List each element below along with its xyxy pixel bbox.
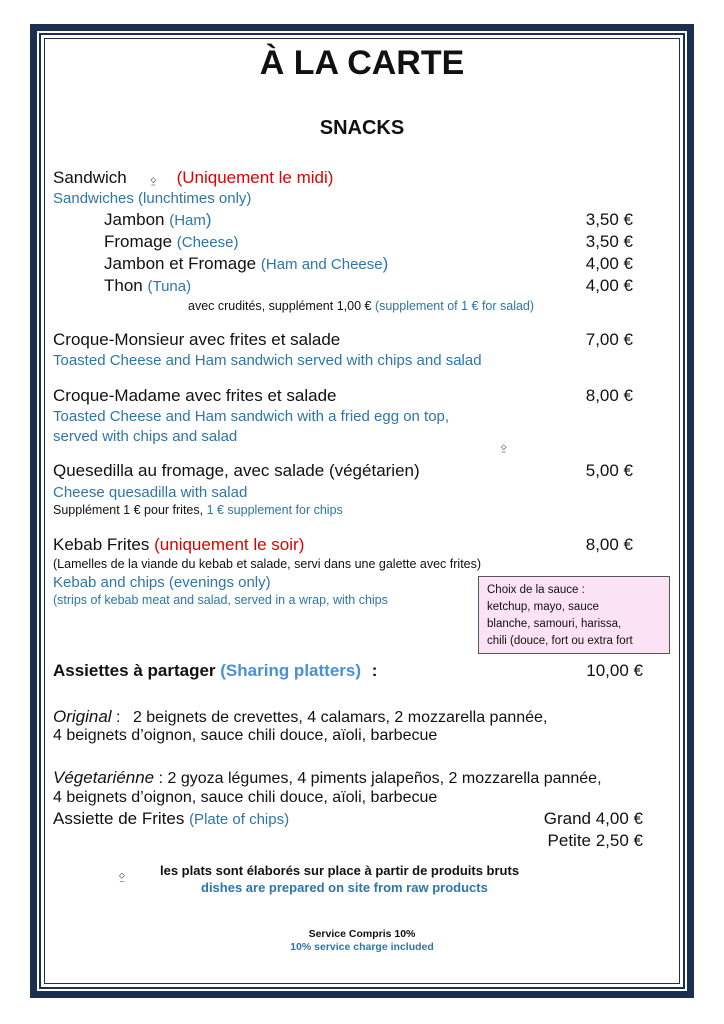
page-title: À LA CARTE — [259, 44, 465, 82]
sauce-box-line: chili (douce, fort ou extra fort — [487, 635, 633, 647]
sandwich-heading — [53, 168, 333, 188]
chef-hat-icon: ⍚ — [149, 170, 158, 186]
quesadilla-name: Quesedilla au fromage, avec salade (végétarien) — [53, 461, 420, 480]
item-name-en: (Ham and Cheese — [260, 256, 383, 273]
platters-colon: : — [371, 661, 378, 680]
supplement-en: (supplement of 1 € for salad) — [374, 299, 535, 313]
croque-madame-price: 8,00 € — [585, 386, 633, 405]
sauce-box-title: Choix de la sauce : — [487, 584, 585, 596]
supplement-en: 1 € supplement for chips — [206, 503, 343, 517]
supplement-fr: Supplément 1 € pour frites, — [53, 503, 204, 517]
frites-heading — [53, 809, 289, 829]
croque-monsieur-price: 7,00 € — [585, 330, 633, 349]
item-name: Jambon — [104, 210, 165, 229]
item-price: 4,00 € — [585, 276, 633, 295]
service-fr: Service Compris 10% — [308, 928, 416, 940]
item-name-en: (Tuna) — [147, 278, 192, 295]
platters-fr: Assiettes à partager — [53, 661, 216, 680]
supplement-fr: avec crudités, supplément 1,00 € — [188, 299, 372, 313]
item-name: Jambon et Fromage — [104, 254, 257, 273]
platters-price: 10,00 € — [586, 661, 643, 680]
item-name: Fromage — [104, 232, 173, 251]
croque-madame-en-2: served with chips and salad — [53, 428, 238, 445]
vegetarienne-line-2: 4 beignets d’oignon, sauce chili douce, aïoli, barbecue — [53, 789, 438, 806]
sandwich-item — [104, 232, 238, 252]
platters-heading — [53, 661, 377, 681]
item-name: Thon — [104, 276, 143, 295]
vegetarienne-desc: : 2 gyoza légumes, 4 piments jalapeños, 2 mozzarella pannée, — [158, 770, 602, 787]
section-title: SNACKS — [319, 117, 405, 139]
item-price: 4,00 € — [585, 254, 633, 273]
kebab-desc-fr: (Lamelles de la viande du kebab et salade, servi dans une galette avec frites) — [53, 557, 482, 571]
kebab-price: 8,00 € — [585, 535, 633, 554]
sandwich-note-en: Sandwiches (lunchtimes only) — [53, 190, 252, 207]
footer-note-en: dishes are prepared on site from raw products — [201, 880, 488, 895]
sauce-choice-box — [478, 576, 670, 654]
frites-grand-price: Grand 4,00 € — [543, 809, 643, 828]
item-price: 3,50 € — [585, 232, 633, 251]
sauce-box-line: blanche, samouri, harissa, — [487, 618, 622, 630]
frites-petite-price: Petite 2,50 € — [547, 831, 643, 850]
sandwich-name: Sandwich — [53, 168, 127, 187]
kebab-heading — [53, 535, 304, 555]
service-en: 10% service charge included — [290, 941, 434, 953]
kebab-desc-en: (strips of kebab meat and salad, served in a wrap, with chips — [53, 593, 388, 607]
kebab-note-fr: (uniquement le soir) — [154, 535, 305, 554]
croque-madame-en-1: Toasted Cheese and Ham sandwich with a fried egg on top, — [53, 408, 450, 425]
sandwich-item — [104, 254, 388, 274]
sandwich-note-fr: (Uniquement le midi) — [176, 168, 334, 187]
chef-hat-icon: ⍚ — [118, 866, 128, 883]
item-name-en: (Cheese) — [176, 234, 239, 251]
frites-fr: Assiette de Frites — [53, 809, 185, 828]
item-name-en: (Ham — [169, 212, 206, 229]
vegetarienne-line-1 — [53, 768, 602, 788]
quesadilla-supplement — [53, 503, 343, 517]
sandwich-item — [104, 276, 191, 296]
frites-en: (Plate of chips) — [189, 811, 290, 828]
platters-en: (Sharing platters) — [220, 661, 362, 680]
quesadilla-en: Cheese quesadilla with salad — [53, 484, 248, 501]
croque-madame-name: Croque-Madame avec frites et salade — [53, 386, 337, 405]
quesadilla-price: 5,00 € — [585, 461, 633, 480]
kebab-name: Kebab Frites — [53, 535, 150, 554]
original-sep: : — [111, 709, 121, 726]
item-price: 3,50 € — [585, 210, 633, 229]
vegetarienne-name: Végetariénne — [53, 768, 155, 787]
sandwich-item — [104, 210, 212, 230]
footer-note-fr: les plats sont élaborés sur place à partir de produits bruts — [160, 863, 520, 878]
original-desc: 2 beignets de crevettes, 4 calamars, 2 mozzarella pannée, — [132, 709, 548, 726]
croque-monsieur-en: Toasted Cheese and Ham sandwich served with chips and salad — [53, 352, 482, 369]
item-name-en-close: ) — [382, 254, 389, 273]
kebab-en: Kebab and chips (evenings only) — [53, 574, 271, 591]
item-name-en-close: ) — [205, 210, 212, 229]
chef-hat-icon: ⍚ — [500, 437, 509, 453]
original-line-1 — [53, 707, 547, 727]
sandwich-supplement — [188, 299, 534, 313]
original-name: Original — [53, 707, 112, 726]
sauce-box-line: ketchup, mayo, sauce — [487, 601, 599, 613]
croque-monsieur-name: Croque-Monsieur avec frites et salade — [53, 330, 341, 349]
original-line-2: 4 beignets d’oignon, sauce chili douce, aïoli, barbecue — [53, 727, 438, 744]
